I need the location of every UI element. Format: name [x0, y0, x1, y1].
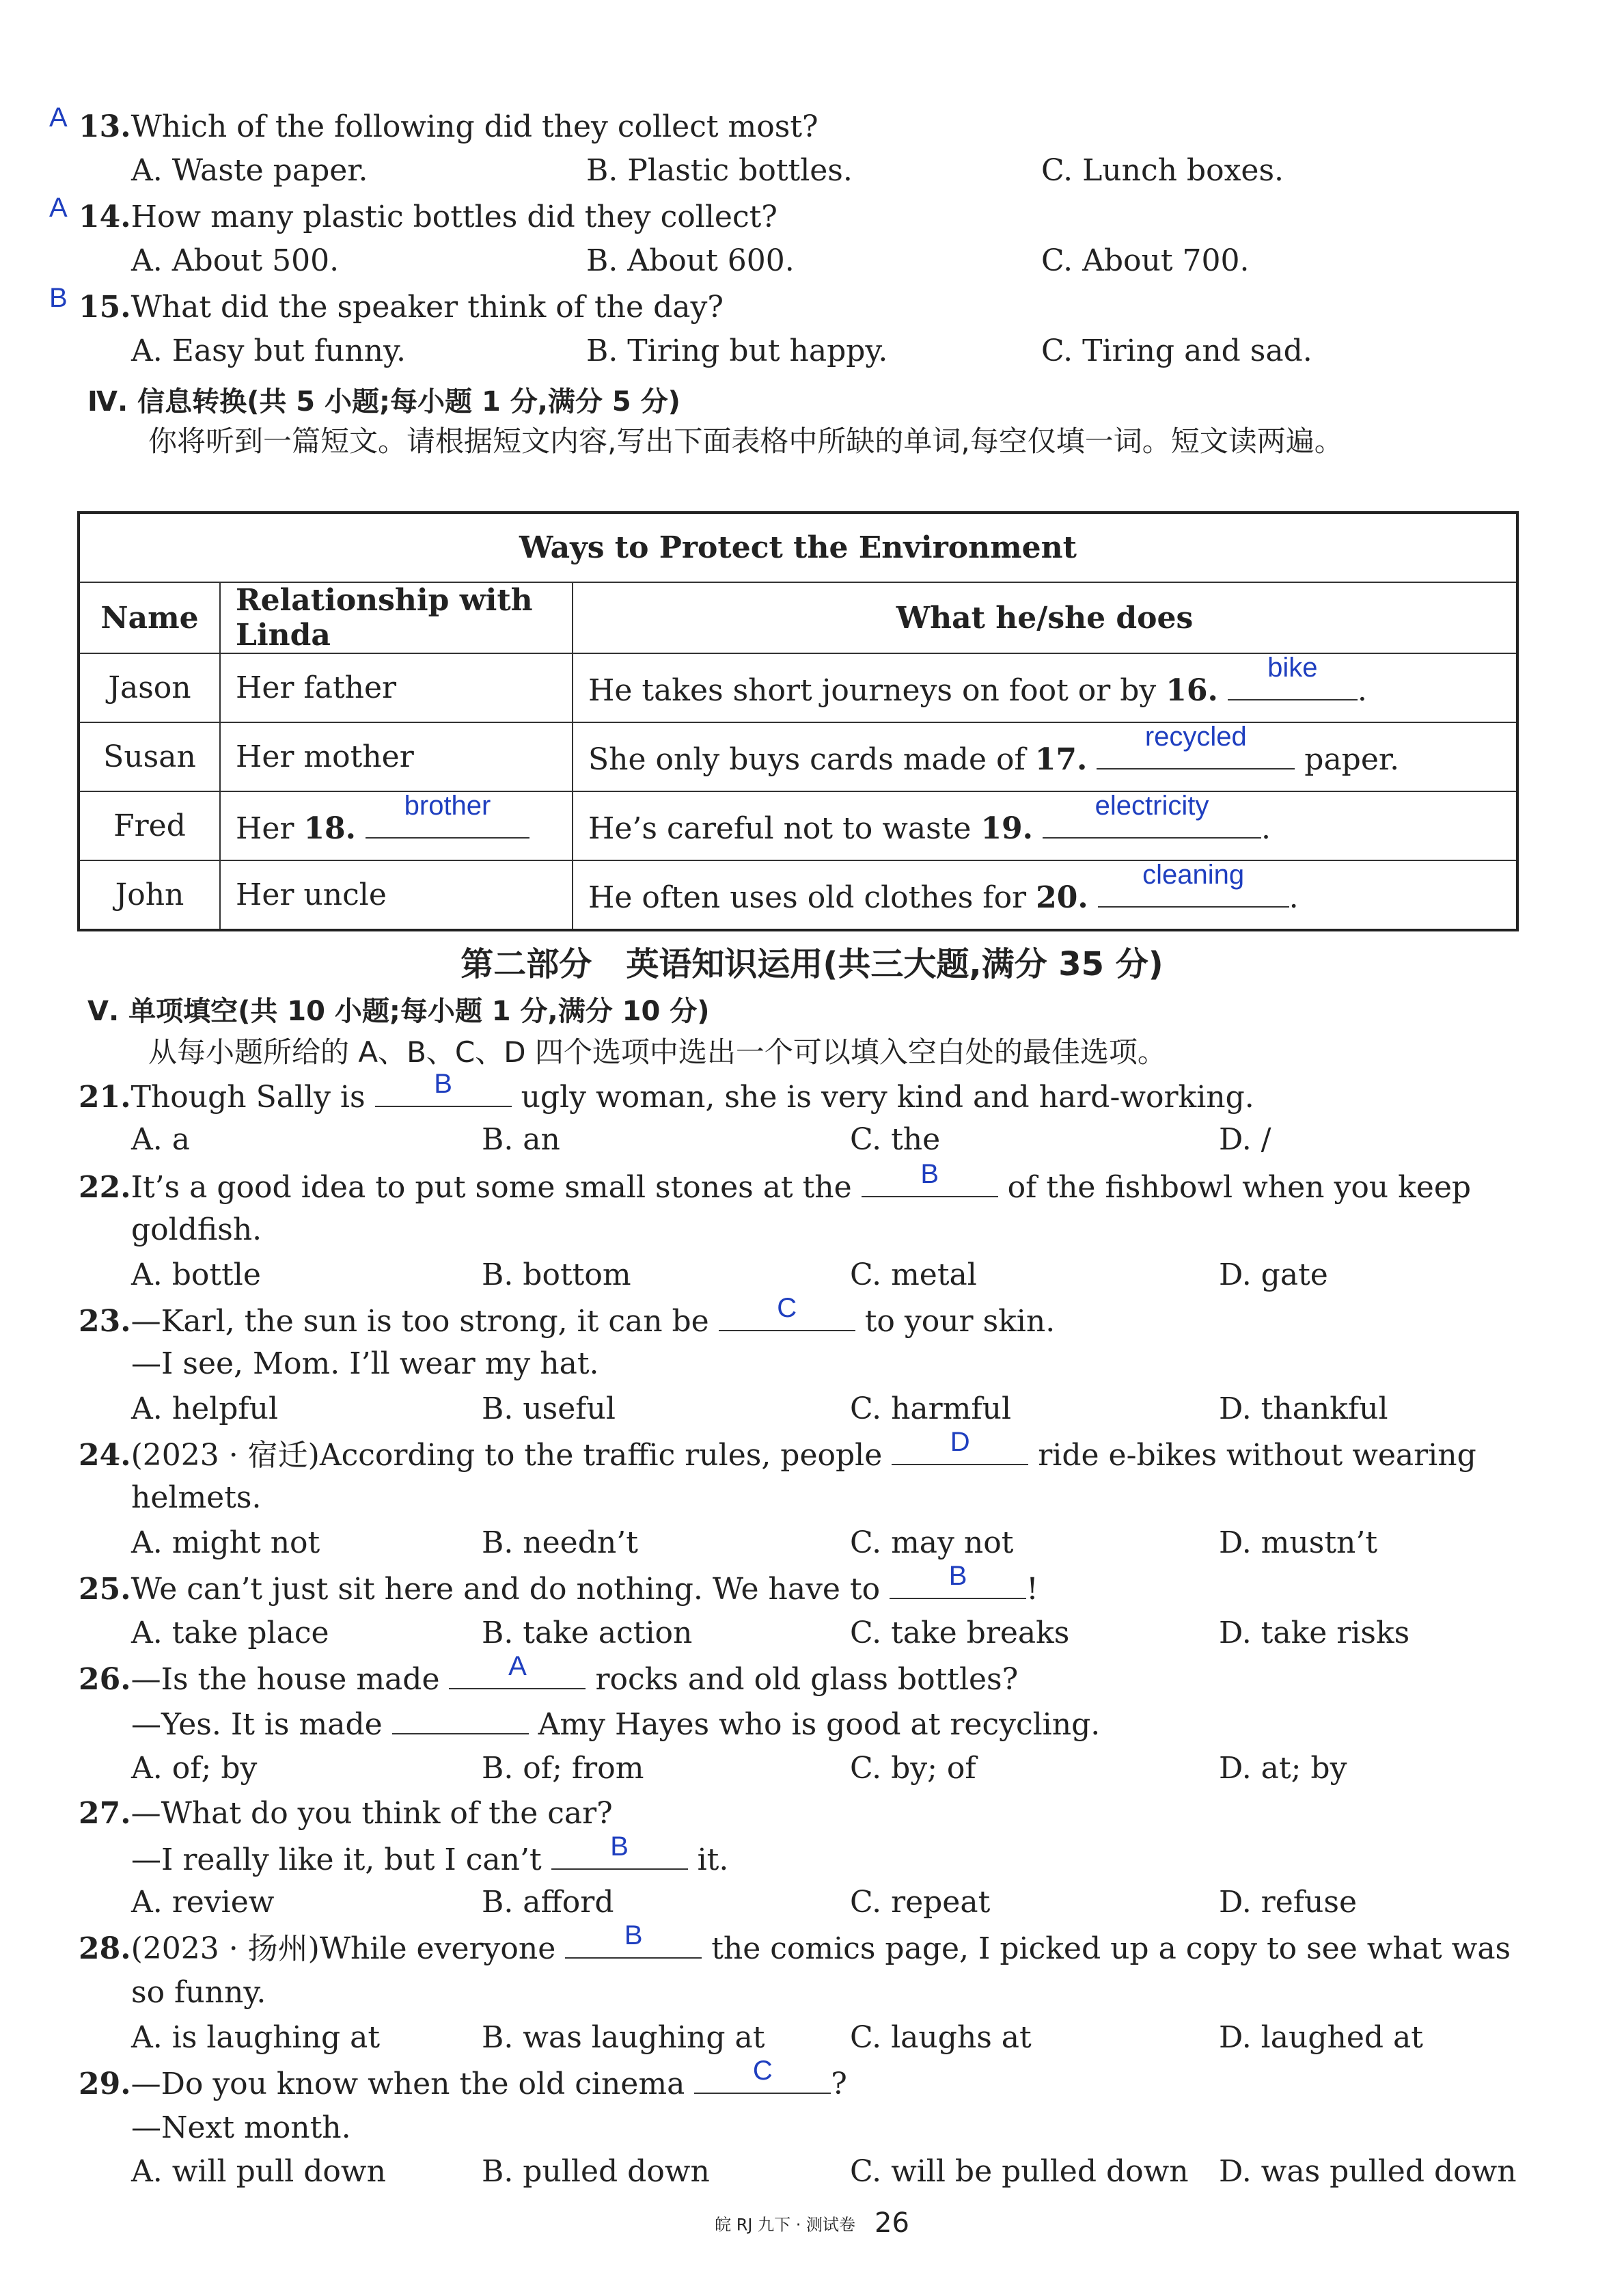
table-row [79, 791, 1517, 860]
option-a: A. might not [131, 1525, 320, 1560]
section-5-instruction: 从每小题所给的 A、B、C、D 四个选项中选出一个可以填入空白处的最佳选项。 [148, 1035, 1166, 1069]
option-b: B. About 600. [586, 243, 795, 278]
section-4-heading: Ⅳ. 信息转换(共 5 小题;每小题 1 分,满分 5 分) [87, 386, 680, 418]
option-c: C. Lunch boxes. [1041, 153, 1284, 188]
section-4-instruction: 你将听到一篇短文。请根据短文内容,写出下面表格中所缺的单词,每空仅填一词。短文读两遍。 [148, 424, 1343, 458]
answer-mark: B [49, 283, 68, 313]
option-b: B. of; from [482, 1751, 644, 1786]
option-c: C. the [850, 1122, 941, 1157]
question-27: 27.—What do you think of the car? [79, 1796, 613, 1831]
option-b: B. pulled down [482, 2154, 710, 2189]
cell-relationship: Her father [220, 653, 573, 722]
cell-what: He takes short journeys on foot or by 16. bike . [573, 653, 1517, 722]
option-a: A. Easy but funny. [131, 333, 406, 368]
option-b: B. Tiring but happy. [586, 333, 888, 368]
option-b: B. take action [482, 1616, 693, 1650]
option-b: B. bottom [482, 1257, 631, 1292]
option-a: A. a [131, 1122, 190, 1157]
answer-blank[interactable]: C [719, 1298, 855, 1331]
option-a: A. About 500. [131, 243, 340, 278]
option-a: A. review [131, 1885, 275, 1920]
option-a: A. of; by [131, 1751, 258, 1786]
answer-blank[interactable]: recycled [1097, 737, 1295, 770]
answer-blank[interactable]: brother [366, 806, 529, 839]
answer-blank[interactable]: B [551, 1837, 688, 1870]
option-a: A. helpful [131, 1391, 279, 1426]
question-21: 21.Though Sally is B ugly woman, she is very kind and hard-working. [79, 1069, 1254, 1115]
option-c: C. metal [850, 1257, 977, 1292]
cell-name: Susan [79, 722, 220, 791]
option-b: B. Plastic bottles. [586, 153, 853, 188]
option-c: C. harmful [850, 1391, 1012, 1426]
option-b: B. an [482, 1122, 560, 1157]
question-26: 26.—Is the house made A rocks and old glass bottles? [79, 1651, 1019, 1697]
footer-label: 皖 RJ 九下 · 测试卷 [715, 2215, 855, 2235]
cell-name: Fred [79, 791, 220, 860]
table-row [79, 860, 1517, 930]
option-c: C. laughs at [850, 2020, 1032, 2055]
cell-name: Jason [79, 653, 220, 722]
option-b: B. afford [482, 1885, 614, 1920]
option-d: D. mustn’t [1219, 1525, 1378, 1560]
option-c: C. About 700. [1041, 243, 1250, 278]
option-a: A. Waste paper. [131, 153, 368, 188]
answer-mark: A [49, 103, 68, 133]
answer-mark: A [49, 193, 68, 223]
answer-blank[interactable]: B [862, 1165, 998, 1197]
answer-blank[interactable]: bike [1228, 668, 1358, 700]
page-footer [0, 2207, 1624, 2239]
option-d: D. / [1219, 1122, 1271, 1157]
table-row [79, 653, 1517, 722]
section-5-heading: Ⅴ. 单项填空(共 10 小题;每小题 1 分,满分 10 分) [87, 996, 710, 1027]
answer-blank[interactable]: D [892, 1432, 1028, 1465]
answer-blank[interactable]: electricity [1043, 806, 1261, 839]
info-table [77, 511, 1519, 931]
option-c: C. Tiring and sad. [1041, 333, 1312, 368]
answer-blank[interactable]: B [375, 1074, 512, 1107]
option-a: A. bottle [131, 1257, 261, 1292]
question-22: 22.It’s a good idea to put some small stones at the B of the fishbowl when you keep [79, 1159, 1472, 1205]
question-29: 29.—Do you know when the old cinema C ? [79, 2056, 847, 2101]
table-title: Ways to Protect the Environment [79, 513, 1517, 582]
option-c: C. may not [850, 1525, 1014, 1560]
question-14: 14.How many plastic bottles did they collect? [79, 200, 777, 234]
question-15: 15.What did the speaker think of the day? [79, 290, 724, 325]
question-24-line2: helmets. [131, 1480, 262, 1515]
option-d: D. take risks [1219, 1616, 1410, 1650]
question-28-line2: so funny. [131, 1975, 266, 2010]
question-28: 28.(2023 · 扬州)While everyone B the comics page, I picked up a copy to see what was [79, 1920, 1511, 1966]
answer-blank[interactable]: B [565, 1926, 702, 1959]
option-c: C. by; of [850, 1751, 976, 1786]
option-d: D. at; by [1219, 1751, 1347, 1786]
option-b: B. useful [482, 1391, 616, 1426]
answer-blank[interactable]: C [694, 2061, 831, 2094]
cell-relationship: Her 18. brother [220, 791, 573, 860]
cell-relationship: Her mother [220, 722, 573, 791]
question-23: 23.—Karl, the sun is too strong, it can be C to your skin. [79, 1293, 1056, 1339]
answer-blank[interactable] [392, 1702, 529, 1734]
question-24: 24.(2023 · 宿迁)According to the traffic rules, people D ride e-bikes without wearing [79, 1427, 1476, 1473]
option-d: D. refuse [1219, 1885, 1357, 1920]
table-row [79, 722, 1517, 791]
answer-blank[interactable]: A [449, 1657, 586, 1689]
option-a: A. take place [131, 1616, 329, 1650]
option-a: A. is laughing at [131, 2020, 381, 2055]
part-2-title: 第二部分 英语知识运用(共三大题,满分 35 分) [460, 945, 1164, 983]
cell-relationship: Her uncle [220, 860, 573, 930]
cell-what: He’s careful not to waste 19. electricity . [573, 791, 1517, 860]
cell-what: He often uses old clothes for 20. cleaning . [573, 860, 1517, 930]
header-relationship: Relationship with Linda [220, 582, 573, 653]
option-c: C. take breaks [850, 1616, 1070, 1650]
header-name: Name [79, 582, 220, 653]
question-22-line2: goldfish. [131, 1212, 262, 1247]
question-23-line2: —I see, Mom. I’ll wear my hat. [131, 1346, 599, 1381]
option-d: D. thankful [1219, 1391, 1388, 1426]
answer-blank[interactable]: cleaning [1098, 875, 1289, 908]
page-number: 26 [875, 2207, 909, 2239]
option-a: A. will pull down [131, 2154, 386, 2189]
question-13: 13.Which of the following did they collect most? [79, 109, 818, 144]
cell-name: John [79, 860, 220, 930]
option-d: D. gate [1219, 1257, 1328, 1292]
question-27-line2: —I really like it, but I can’t B it. [131, 1831, 729, 1877]
answer-blank[interactable]: B [890, 1566, 1026, 1599]
option-b: B. needn’t [482, 1525, 638, 1560]
header-what: What he/she does [573, 582, 1517, 653]
question-29-line2: —Next month. [131, 2110, 351, 2145]
question-26-line2: —Yes. It is made Amy Hayes who is good at recycling. [131, 1702, 1100, 1747]
option-c: C. repeat [850, 1885, 991, 1920]
option-d: D. laughed at [1219, 2020, 1423, 2055]
question-25: 25.We can’t just sit here and do nothing. We have to B ! [79, 1561, 1038, 1607]
option-d: D. was pulled down [1219, 2154, 1517, 2189]
cell-what: She only buys cards made of 17. recycled paper. [573, 722, 1517, 791]
option-c: C. will be pulled down [850, 2154, 1189, 2189]
option-b: B. was laughing at [482, 2020, 765, 2055]
